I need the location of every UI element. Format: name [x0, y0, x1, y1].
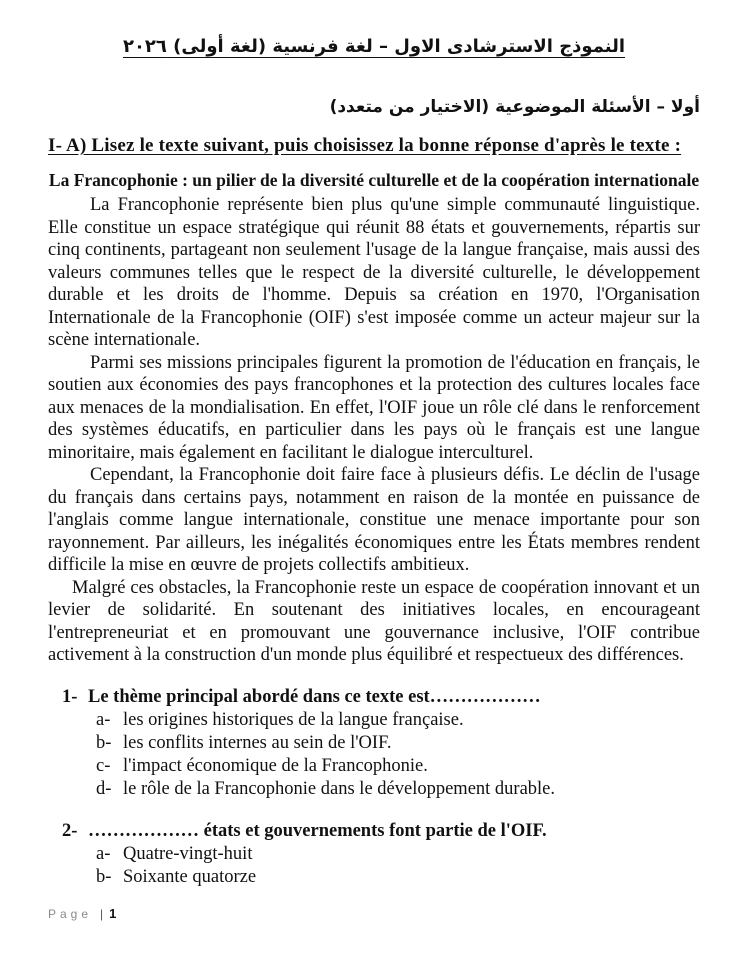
question-1-option-d [62, 778, 700, 801]
passage-paragraph-3: Cependant, la Francophonie doit faire face à plusieurs défis. Le déclin de l'usage du français dans certains pays, notamment en raison de la montée en puissance de l'anglais comme langue internationale, constitue une menace importante pour son rayonnement. Par ailleurs, les inégalités économiques entre les États membres rendent difficile la mise en œuvre de projets collectifs ambitieux. [48, 465, 700, 575]
passage-paragraph-4: Malgré ces obstacles, la Francophonie reste un espace de coopération innovant et un levier de solidarité. En soutenant des initiatives locales, en encourageant l'entrepreneuriat et en promouvant une gouvernance inclusive, l'OIF contribue activement à la construction d'un monde plus équilibré et respectueux des différences. [48, 577, 700, 665]
option-text: les conflits internes au sein de l'OIF. [123, 732, 392, 753]
exam-title-arabic: النموذج الاسترشادى الاول – لغة فرنسية (لغة أولى) ٢٠٢٦ [122, 36, 626, 57]
section-heading-arabic: أولا – الأسئلة الموضوعية (الاختيار من متعدد) [329, 97, 700, 117]
option-text: les origines historiques de la langue française. [123, 709, 464, 730]
option-text: le rôle de la Francophonie dans le développement durable. [123, 778, 556, 799]
option-letter: a- [96, 843, 111, 864]
question-1-option-b [62, 732, 700, 755]
option-letter: b- [96, 866, 112, 887]
question-2-number: 2- [62, 820, 78, 841]
question-1-prompt [62, 685, 700, 709]
option-text: l'impact économique de la Francophonie. [123, 755, 428, 776]
question-1-text: Le thème principal abordé dans ce texte est……………… [88, 686, 541, 707]
page-footer [48, 906, 116, 921]
question-2 [48, 819, 700, 889]
reading-instruction-heading: I- A) Lisez le texte suivant, puis choisissez la bonne réponse d'après le texte : [48, 135, 682, 156]
question-2-prompt [62, 819, 700, 843]
option-letter: d- [96, 778, 112, 799]
question-2-text: ……………… états et gouvernements font partie de l'OIF. [88, 820, 547, 841]
page-footer-label: Page [48, 907, 93, 921]
page-number: 1 [109, 906, 117, 921]
question-1-number: 1- [62, 686, 78, 707]
question-1-option-c [62, 755, 700, 778]
option-letter: b- [96, 732, 112, 753]
option-letter: c- [96, 755, 111, 776]
question-1-option-a [62, 709, 700, 732]
option-letter: a- [96, 709, 111, 730]
passage-paragraph-1: La Francophonie représente bien plus qu'une simple communauté linguistique. Elle constitue un espace stratégique qui réunit 88 états et gouvernements, répartis sur cinq continents, partageant non seulement l'usage de la langue française, mais aussi des valeurs communes telles que le respect de la diversité culturelle, le développement durable et les droits de l'homme. Depuis sa création en 1970, l'Organisation Internationale de la Francophonie (OIF) s'est imposée comme un acteur majeur sur la scène internationale. [48, 195, 700, 350]
question-2-option-b [62, 866, 700, 889]
option-text: Quatre-vingt-huit [123, 843, 253, 864]
passage-paragraph-2: Parmi ses missions principales figurent la promotion de l'éducation en français, le soutien aux économies des pays francophones et la protection des cultures locales face aux menaces de la mondialisation. En effet, l'OIF joue un rôle clé dans le renforcement des systèmes éducatifs, en particulier dans les pays où le français est une langue minoritaire, mais également en facilitant le dialogue interculturel. [48, 352, 700, 463]
option-text: Soixante quatorze [123, 866, 257, 887]
question-1 [48, 685, 700, 801]
page-footer-separator: | [100, 907, 104, 921]
question-2-option-a [62, 843, 700, 866]
passage-title: La Francophonie : un pilier de la diversité culturelle et de la coopération internationale [48, 170, 700, 190]
